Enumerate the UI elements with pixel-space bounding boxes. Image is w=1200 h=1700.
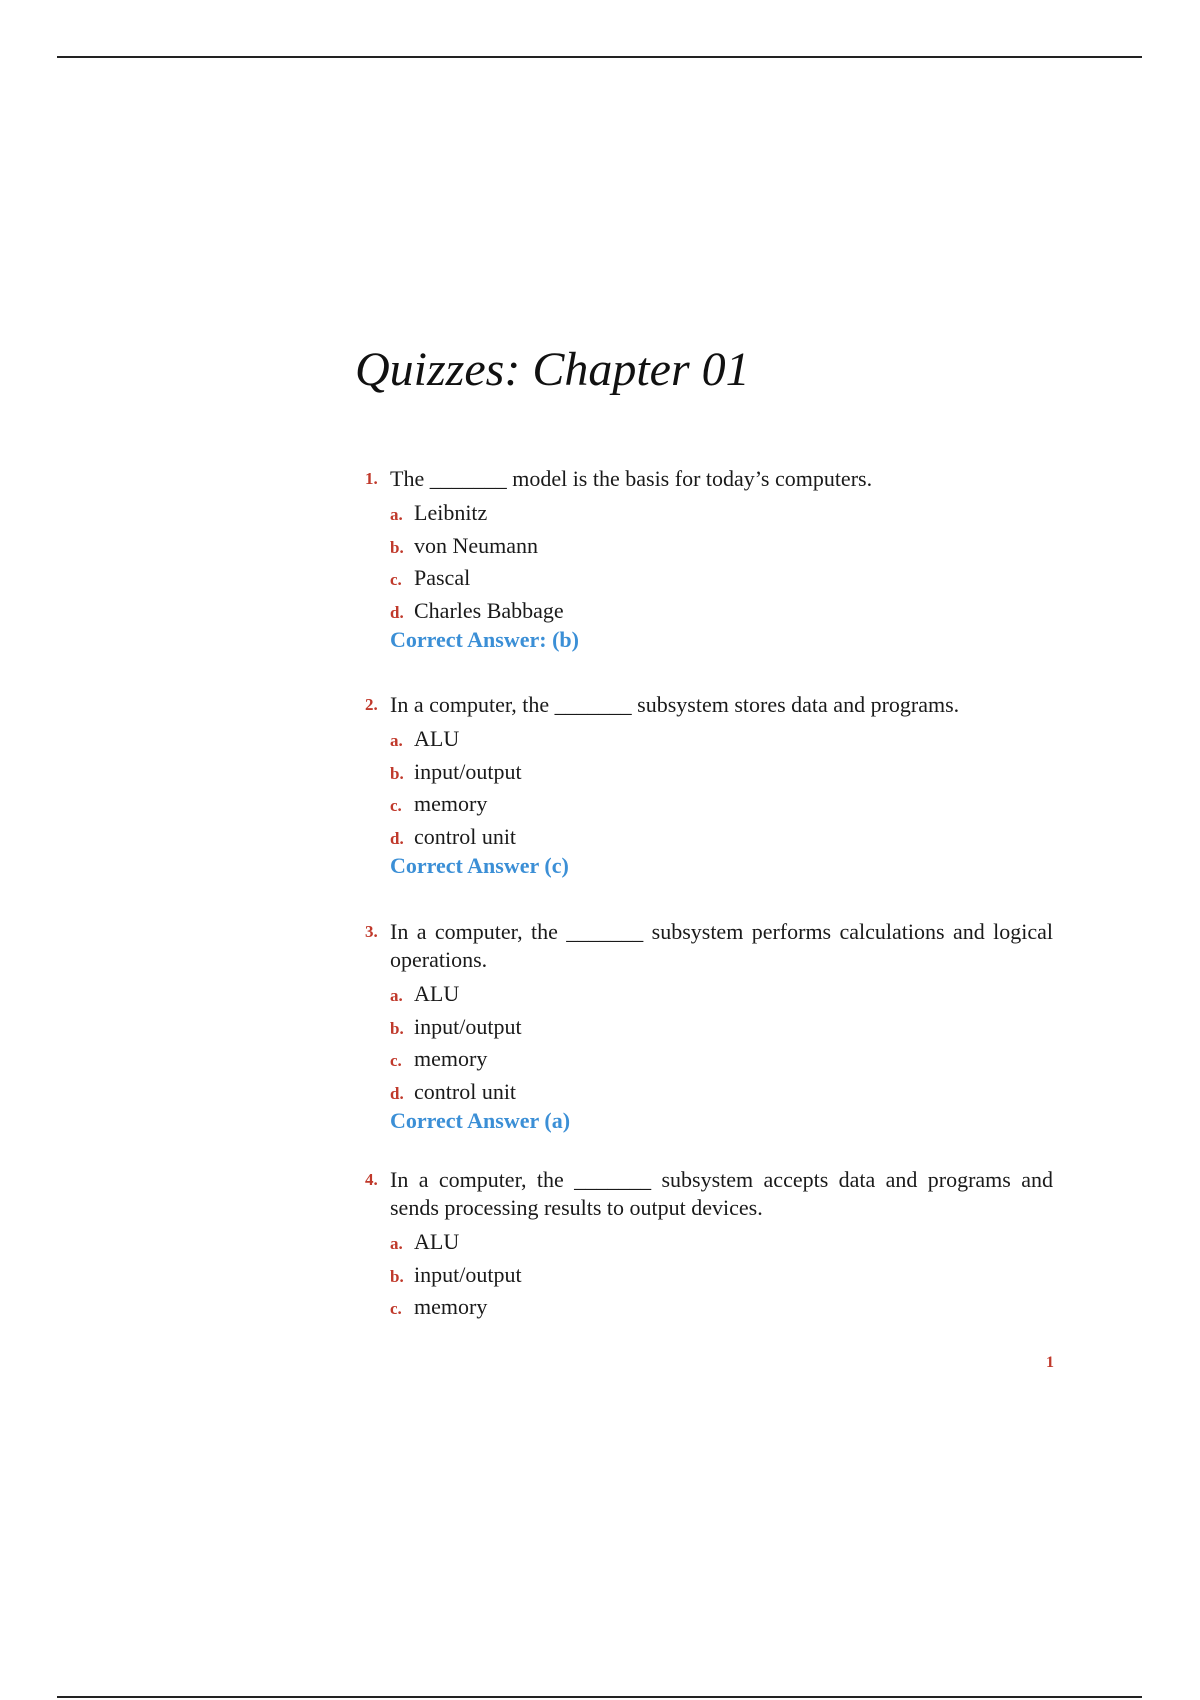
option-text: input/output [414, 1261, 522, 1287]
option-letter: d. [390, 602, 404, 622]
option-letter: a. [390, 1234, 403, 1253]
option-letter: d. [390, 1083, 404, 1103]
option-text: control unit [414, 823, 517, 849]
option-letter: b. [390, 1018, 404, 1038]
option-text: ALU [414, 726, 460, 751]
option-letter: b. [390, 537, 404, 557]
option-text: control unit [414, 1078, 517, 1104]
question-2 [365, 691, 1053, 879]
option-c [365, 788, 1053, 821]
option-d [365, 821, 1053, 854]
option-letter: b. [390, 1266, 404, 1286]
option-letter: b. [390, 763, 404, 783]
page-number: 1 [1046, 1354, 1054, 1371]
question-4 [365, 1166, 1053, 1324]
option-b [365, 1259, 1053, 1292]
option-b [365, 756, 1053, 789]
option-text: Leibnitz [414, 500, 488, 525]
question-text: In a computer, the _______ subsystem performs calculations and logical operations. [390, 919, 1053, 972]
question-text: The _______ model is the basis for today’s computers. [390, 466, 873, 491]
option-a [365, 723, 1053, 756]
option-letter: a. [390, 986, 403, 1005]
correct-answer: Correct Answer: (b) [390, 627, 579, 652]
question-number: 2. [365, 695, 378, 714]
option-a [365, 978, 1053, 1011]
option-letter: d. [390, 828, 404, 848]
option-letter: a. [390, 505, 403, 524]
option-c [365, 1291, 1053, 1324]
option-letter: c. [390, 1051, 402, 1070]
option-text: ALU [414, 1229, 460, 1254]
page-title: Quizzes: Chapter 01 [355, 343, 750, 396]
option-letter: c. [390, 796, 402, 815]
option-d [365, 1076, 1053, 1109]
option-list [365, 497, 1053, 627]
option-a [365, 497, 1053, 530]
option-letter: c. [390, 570, 402, 589]
option-c [365, 562, 1053, 595]
question-stem [365, 465, 1053, 493]
question-stem [365, 1166, 1053, 1222]
option-list [365, 1226, 1053, 1324]
question-stem [365, 691, 1053, 719]
question-text: In a computer, the _______ subsystem accepts data and programs and sends processing results to output devices. [390, 1167, 1053, 1220]
option-list [365, 723, 1053, 853]
option-c [365, 1043, 1053, 1076]
option-text: Charles Babbage [414, 597, 564, 623]
bottom-rule [57, 1696, 1142, 1698]
correct-answer: Correct Answer (a) [390, 1108, 571, 1133]
option-d [365, 595, 1053, 628]
option-b [365, 1011, 1053, 1044]
question-number: 3. [365, 922, 378, 941]
question-1 [365, 465, 1053, 653]
question-number: 4. [365, 1170, 378, 1189]
question-3 [365, 918, 1053, 1134]
option-text: memory [414, 1046, 488, 1071]
option-letter: c. [390, 1299, 402, 1318]
option-text: Pascal [414, 565, 471, 590]
option-text: input/output [414, 758, 522, 784]
option-a [365, 1226, 1053, 1259]
option-text: input/output [414, 1013, 522, 1039]
option-text: memory [414, 791, 488, 816]
option-list [365, 978, 1053, 1108]
option-text: von Neumann [414, 532, 539, 558]
option-b [365, 530, 1053, 563]
question-stem [365, 918, 1053, 974]
option-text: memory [414, 1294, 488, 1319]
option-letter: a. [390, 731, 403, 750]
correct-answer: Correct Answer (c) [390, 853, 569, 878]
top-rule [57, 56, 1142, 58]
question-number: 1. [365, 469, 378, 488]
question-text: In a computer, the _______ subsystem stores data and programs. [390, 692, 960, 717]
option-text: ALU [414, 981, 460, 1006]
